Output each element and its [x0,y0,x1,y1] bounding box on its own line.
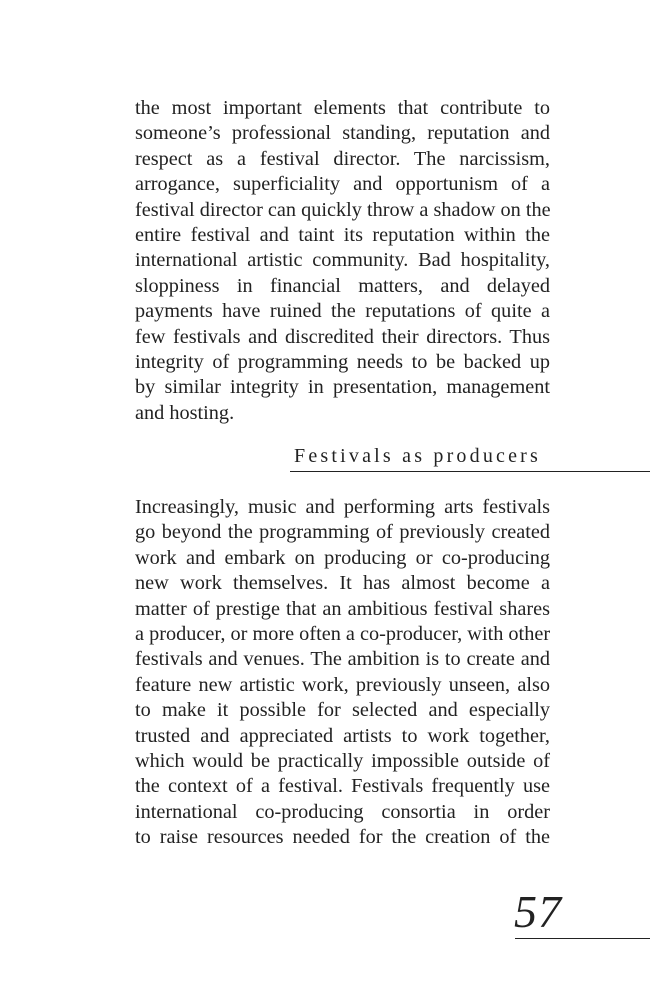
text-line: sloppiness in financial matters, and delayed [135,274,550,297]
text-line: matter of prestige that an ambitious festival shares [135,597,550,620]
text-line: to make it possible for selected and especially [135,699,550,722]
body-paragraph-1 [135,96,550,426]
page-number: 57 [514,886,562,937]
page-number-rule [515,938,650,939]
text-line: integrity of programming needs to be backed up [135,351,550,374]
text-line: and hosting. [135,401,235,424]
text-line: feature new artistic work, previously unseen, also [135,673,550,696]
text-line: arrogance, superficiality and opportunism of a [135,173,550,196]
text-line: festival director can quickly throw a shadow on the [135,198,551,221]
text-line: which would be practically impossible outside of [135,750,550,773]
text-line: festivals and venues. The ambition is to create and [135,648,550,671]
text-line: work and embark on producing or co-producing [135,546,550,569]
text-line: trusted and appreciated artists to work together, [135,724,550,747]
section-heading: Festivals as producers [294,445,542,467]
text-line: international artistic community. Bad hospitality, [135,249,550,272]
body-paragraph-2 [135,495,550,851]
text-line: new work themselves. It has almost become a [135,572,550,595]
text-line: to raise resources needed for the creation of the [135,826,550,849]
heading-underline-rule [290,471,650,472]
text-line: someone’s professional standing, reputation and [135,122,550,145]
text-line: a producer, or more often a co-producer, with other [135,623,551,646]
text-line: international co-producing consortia in order [135,800,550,823]
text-line: the context of a festival. Festivals frequently use [135,775,550,798]
text-line: entire festival and taint its reputation within the [135,224,550,247]
text-line: payments have ruined the reputations of quite a [135,300,550,323]
text-line: by similar integrity in presentation, management [135,376,550,399]
text-line: respect as a festival director. The narcissism, [135,147,550,170]
text-line: the most important elements that contribute to [135,97,550,119]
text-line: go beyond the programming of previously created [135,521,550,544]
text-line: Increasingly, music and performing arts festivals [135,496,550,518]
text-line: few festivals and discredited their directors. Thus [135,325,550,348]
